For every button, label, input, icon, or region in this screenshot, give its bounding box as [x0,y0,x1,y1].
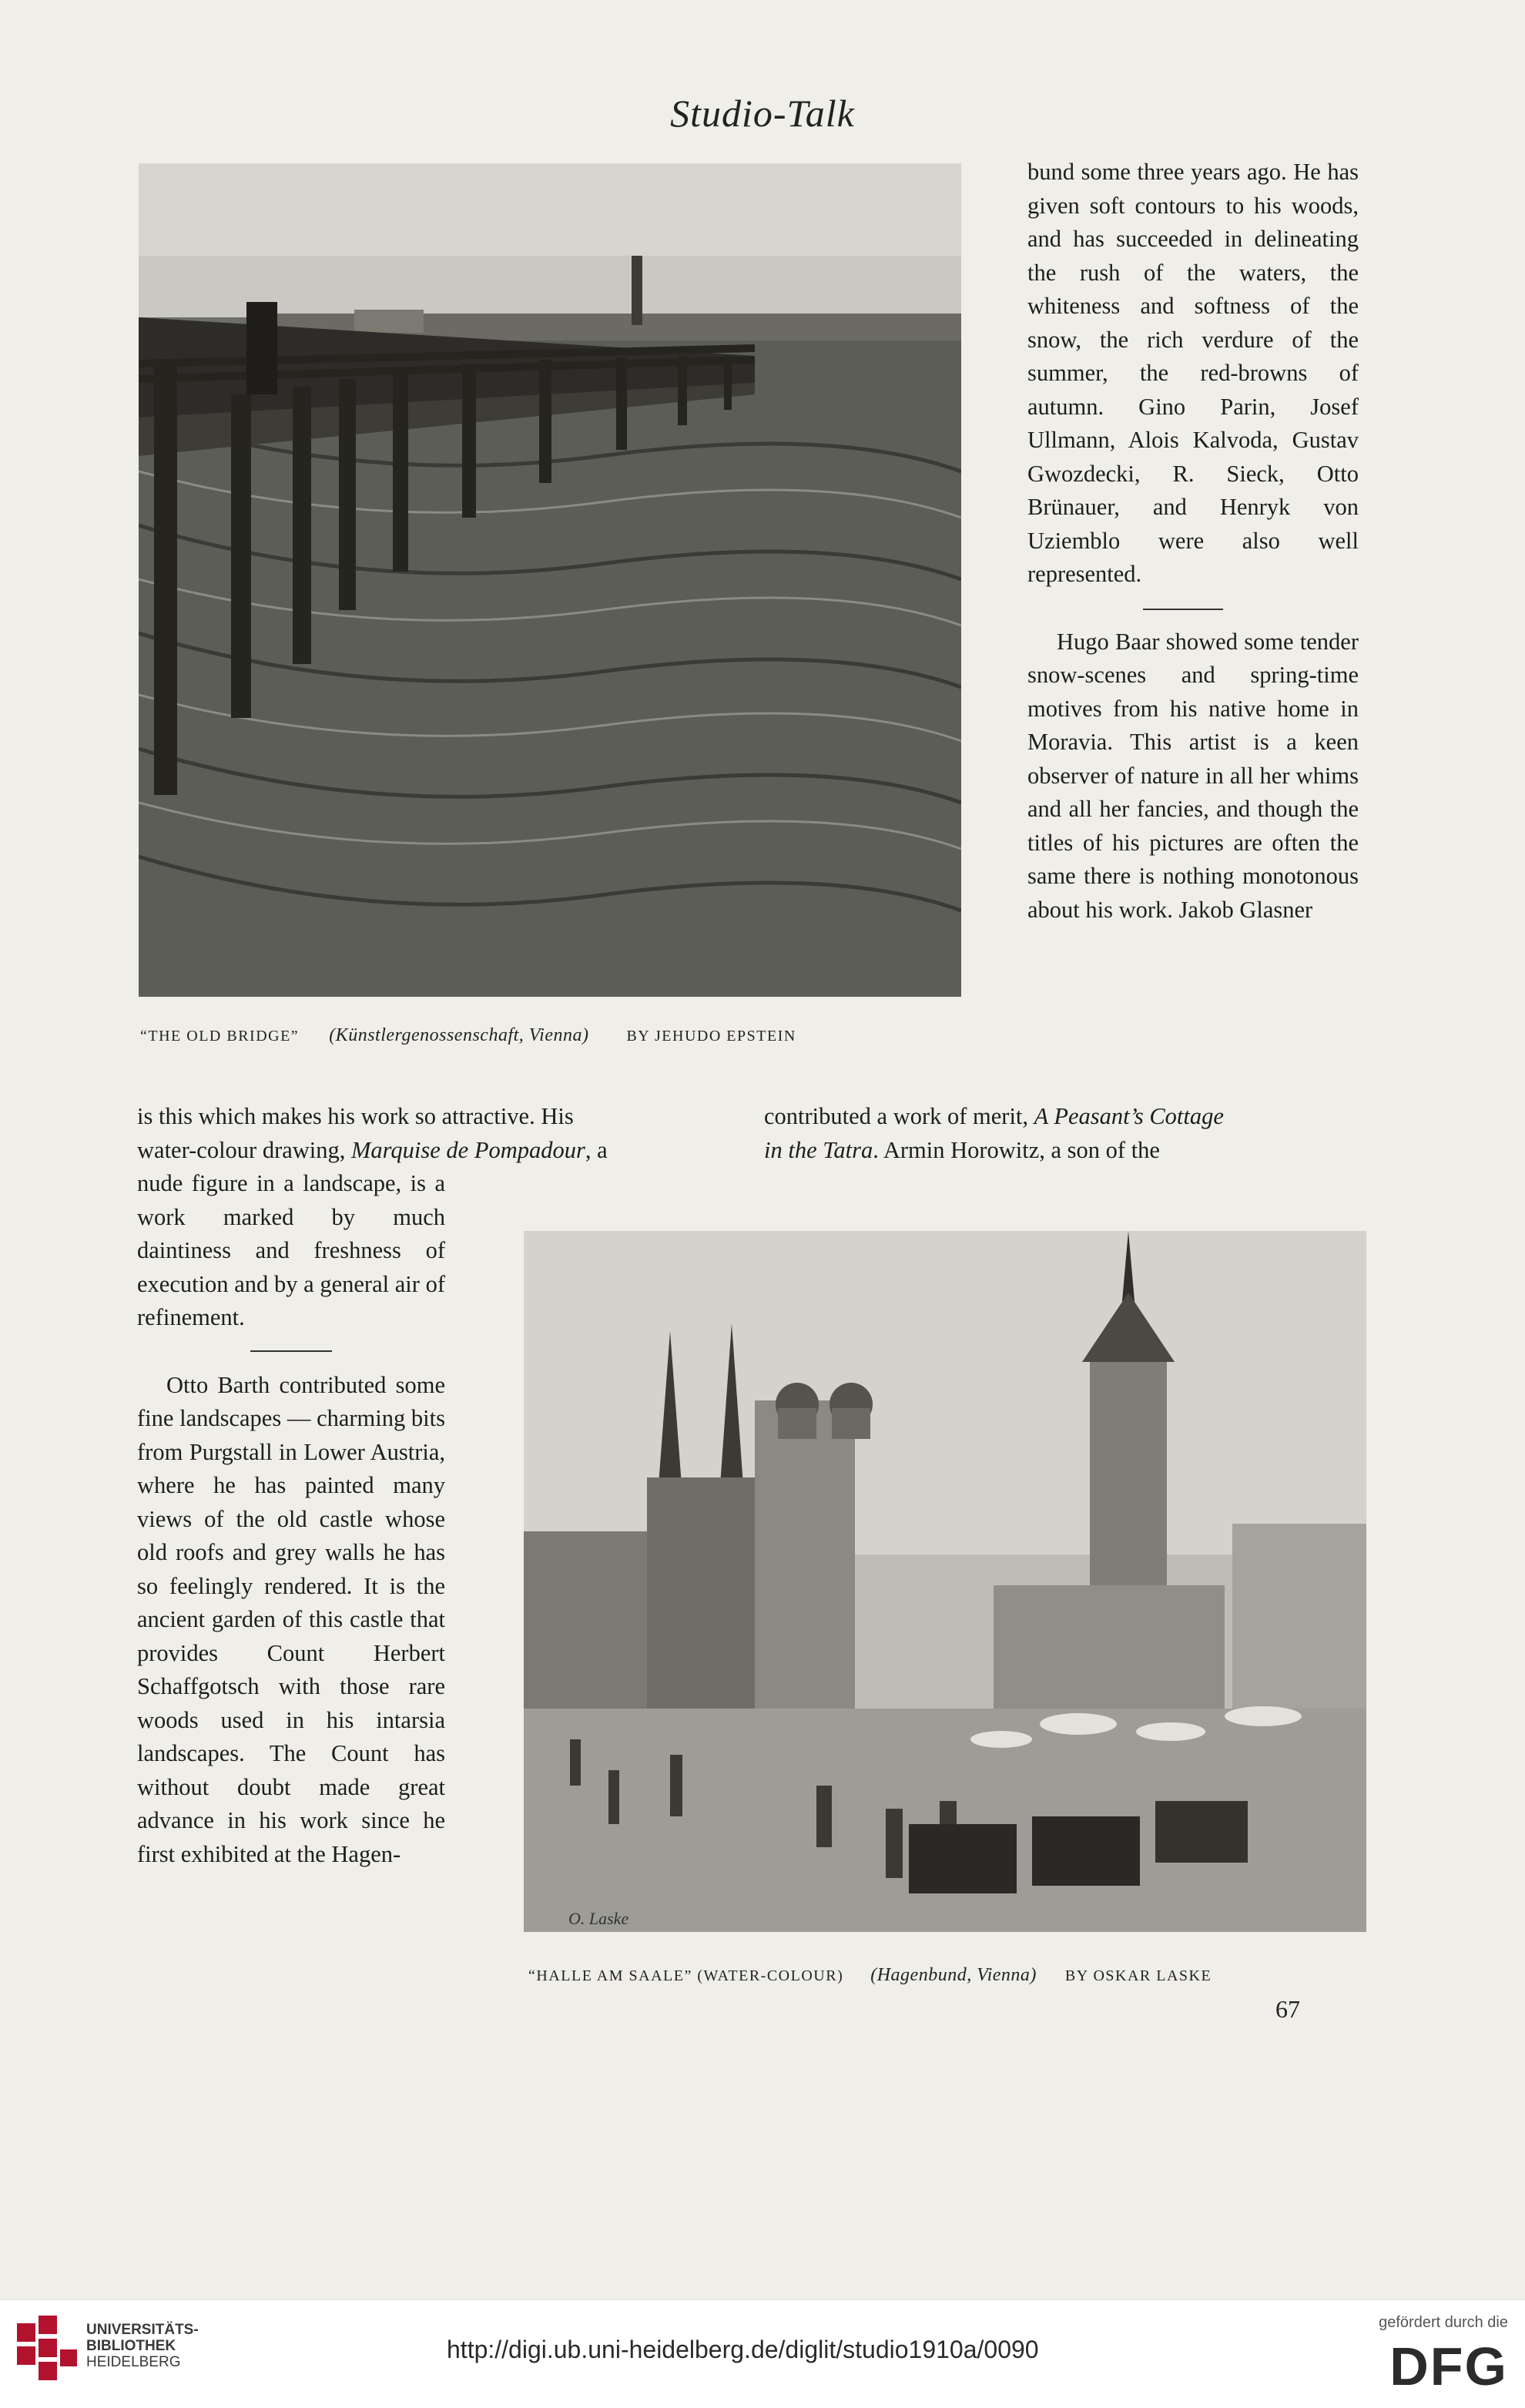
figure2-caption [528,1965,1212,1986]
right-column [1027,156,1359,927]
library-name-line-2: BIBLIOTHEK [86,2338,176,2354]
figure1-caption-artist: BY JEHUDO EPSTEIN [626,1028,796,1045]
right-paragraph-1: bund some three years ago. He has given soft contours to his woods, and has succeeded in delineating the rush of the waters, the whiteness and softness of the snow, the rich verdure of the summer, the red-browns of autumn. Gino Parin, Josef Ullmann, Alois Kalvoda, Gustav Gwozdecki, R. Sieck, Otto Brünauer, and Henryk von Uziemblo were also well represented. [1027,159,1359,587]
wide-line-right-1-a: contributed a work of merit, [764,1103,1034,1129]
wide-line-right-2-b: . Armin Horowitz, a son of the [873,1137,1160,1163]
library-name-line-1: UNIVERSITÄTS- [86,2322,199,2338]
section-divider [1143,609,1223,610]
library-name [86,2322,199,2370]
running-head: Studio-Talk [670,92,855,135]
right-paragraph-2: Hugo Baar showed some tender snow-scenes and spring-time motives from his native home in Moravia. This artist is a keen observer of nature in all her whims and all her fancies, and though the titles of his pictures are often the same there is nothing monotonous about his work. Jakob Glasner [1027,628,1359,923]
funder-label: gefördert durch die [1379,2314,1508,2331]
title-tatra: in the Tatra [764,1137,873,1163]
wide-line-left-2-b: , a [585,1137,608,1163]
halle-am-saale-image [524,1231,1366,1932]
title-marquise: Marquise de Pompadour [351,1137,585,1163]
figure2-caption-place: (Hagenbund, Vienna) [870,1965,1037,1985]
university-library-logo-icon [17,2316,79,2385]
title-peasants-cottage: A Peasant’s Cottage [1034,1103,1224,1129]
section-divider-2 [250,1350,332,1352]
wide-line-right-1 [764,1100,1224,1134]
digitization-footer [0,2299,1525,2408]
figure2-caption-artist: BY OSKAR LASKE [1064,1967,1212,1984]
page-number: 67 [1275,1995,1300,2023]
wide-line-left-1: is this which makes his work so attractive. His [137,1103,574,1129]
figure1-caption [140,1025,796,1046]
left-column [137,1167,445,1871]
figure2-caption-title: “HALLE AM SAALE” (WATER-COLOUR) [528,1967,844,1984]
figure1-caption-title: “THE OLD BRIDGE” [140,1028,300,1045]
source-url-link[interactable]: http://digi.ub.uni-heidelberg.de/diglit/studio1910a/0090 [447,2336,1039,2363]
wide-line-right-2 [764,1134,1160,1168]
wide-line-left-2 [137,1134,608,1168]
left-paragraph-2: Otto Barth contributed some fine landscapes — charming bits from Purgstall in Lower Austria, where he has painted many views of the old castle whose old roofs and grey walls he has so feelingly rendered. It is the ancient garden of this castle that provides Count Herbert Schaffgotsch with those rare woods used in his intarsia landscapes. The Count has without doubt made great advance in his work since he first exhibited at the Hagen- [137,1371,445,1867]
figure1-caption-place: (Künstlergenossenschaft, Vienna) [329,1025,589,1045]
old-bridge-image [139,163,961,997]
dfg-logo: DFG [1389,2336,1508,2396]
left-paragraph-1: nude figure in a landscape, is a work marked by much daintiness and freshness of execution and by a general air of refinement. [137,1170,445,1330]
painter-signature: O. Laske [568,1909,629,1928]
library-name-line-3: HEIDELBERG [86,2354,181,2370]
wide-line-left-2-a: water-colour drawing, [137,1137,352,1163]
